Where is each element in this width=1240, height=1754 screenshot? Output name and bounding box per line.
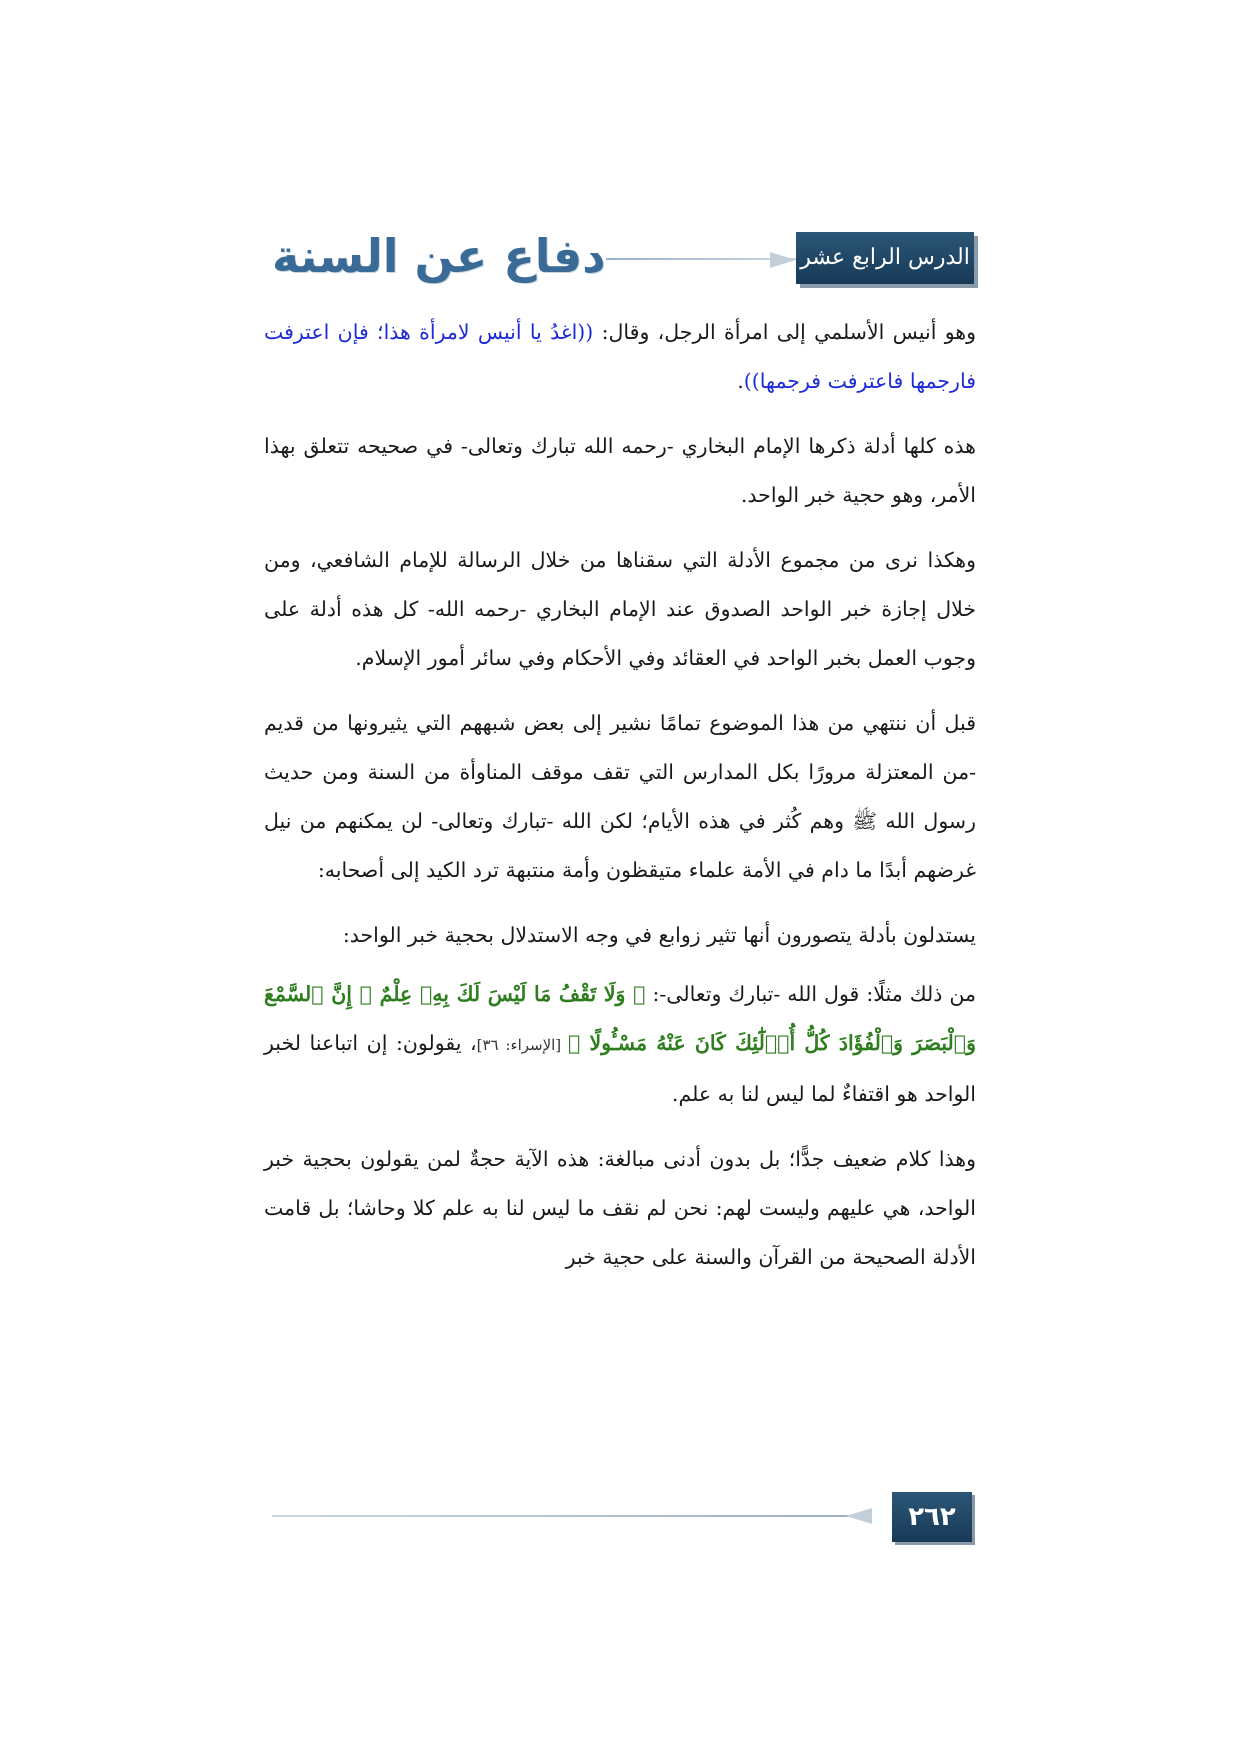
paragraph-7: وهذا كلام ضعيف جدًّا؛ بل بدون أدنى مبالغة: هذه الآية حجةٌ لمن يقولون بحجية خبر الواحد، هي عليهم وليست لهم: نحن لم نقف ما ليس لنا به علم كلا وحاشا؛ بل قامت الأدلة الصحيحة من القرآن والسنة على حجية خبر xyxy=(264,1147,976,1269)
book-title: دفاع عن السنة xyxy=(272,229,606,283)
paragraph-6-rest: ، يقولون: إن اتباعنا لخبر الواحد هو اقتفاءٌ لما ليس لنا به علم. xyxy=(264,1031,976,1106)
paragraph-4: قبل أن ننتهي من هذا الموضوع تمامًا نشير إلى بعض شبههم التي يثيرونها من قديم -من المعتزلة مرورًا بكل المدارس التي تقف موقف المناوأة من السنة ومن حديث رسول الله ﷺ وهم كُثر في هذه الأيام؛ لكن الله -تبارك وتعالى- لن يمكنهم من نيل غرضهم أبدًا ما دام في الأمة علماء متيقظون وأمة منتبهة ترد الكيد إلى أصحابه: xyxy=(264,711,976,882)
verse-reference: [الإسراء: ٣٦] xyxy=(476,1036,568,1054)
lesson-badge: الدرس الرابع عشر xyxy=(796,232,974,284)
paragraph-1 xyxy=(264,308,976,406)
page-number: ٢٦٢ xyxy=(892,1492,972,1542)
paragraph-3: وهكذا نرى من مجموع الأدلة التي سقناها من خلال الرسالة للإمام الشافعي، ومن خلال إجازة خبر الواحد الصدوق عند الإمام البخاري -رحمه الله- كل هذه أدلة على وجوب العمل بخبر الواحد في العقائد وفي الأحكام وفي سائر أمور الإسلام. xyxy=(264,548,976,670)
page-header xyxy=(264,229,974,288)
paragraph-6-intro: من ذلك مثلًا: قول الله -تبارك وتعالى-: xyxy=(645,982,977,1006)
quran-verse: ﴿ وَلَا تَقْفُ مَا لَيْسَ لَكَ بِهِۦ عِلْمٌ ۚ إِنَّ ٱلسَّمْعَ وَٱلْبَصَرَ وَٱلْفُؤَادَ كُلُّ أُو۟لَٰٓئِكَ كَانَ عَنْهُ مَسْـُٔولًا ﴾ xyxy=(264,982,976,1055)
header-divider xyxy=(606,258,796,260)
footer-divider xyxy=(272,1515,872,1517)
paragraph-1-text: وهو أنيس الأسلمي إلى امرأة الرجل، وقال: xyxy=(593,320,976,344)
paragraph-2: هذه كلها أدلة ذكرها الإمام البخاري -رحمه الله تبارك وتعالى- في صحيحه تتعلق بهذا الأمر، وهو حجية خبر الواحد. xyxy=(264,434,976,507)
paragraph-5: يستدلون بأدلة يتصورون أنها تثير زوابع في وجه الاستدلال بحجية خبر الواحد: xyxy=(342,923,976,947)
footer-divider-arrow xyxy=(846,1508,872,1524)
header-divider-arrow xyxy=(770,252,796,268)
hadith-quote: ((اغدُ يا أنيس لامرأة هذا؛ فإن اعترفت فارجمها فاعترفت فرجمها)) xyxy=(264,320,976,393)
page-body xyxy=(264,308,976,1298)
paragraph-1-end: . xyxy=(737,369,744,393)
page-footer xyxy=(272,1492,972,1548)
paragraph-6 xyxy=(264,970,976,1119)
